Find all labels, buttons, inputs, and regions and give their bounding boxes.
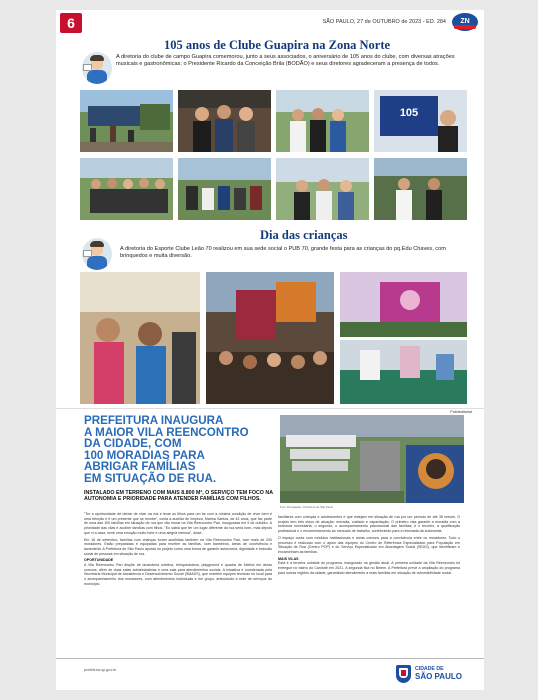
footer-url: prefeitura.sp.gov.br: [84, 668, 117, 672]
photo-children-party-01: [80, 272, 200, 404]
photo-club-party: [374, 158, 467, 220]
advertorial-column-1: "Ter a oportunidade de deixar de viver na rua e levar os filhos para um lar com a mínima condição de viver bem é uma bênção e é um presente que se recebe", conta a auxiliar de limpeza, Marina Santos, de 42 anos, que faz parte de uma das 100 famílias em situação de rua que vão morar na Vila Reencontro Pari, inaugurada em 9 de outubro. A prioridade das vilas é acolher famílias com filhos. "Eu sabia que ter um lugar diferente da rua seria bom, mas depois que vi a casa, senti uma emoção muito forte e uma alegria imensa", disse. Em 16 de setembro, famílias com crianças foram acolhidas também na Vila Reencontro Pari, com mais de 200 moradores. Estão preparadas e equipadas para receber as famílias, com banheiros, áreas de convivência e lavanderia. A Prefeitura de São Paulo aposta no projeto como uma forma de garantir autonomia, dignidade e inclusão social de pessoas em situação de rua. OPORTUNIDADE A Vila Reencontro Pari dispõe de lavanderia coletiva, brinquedoteca, playground e quadra de futebol em áreas comuns, além de duas salas administrativas e uma sala para atendimentos sociais. A iniciativa é coordenada pela Secretaria Municipal de Assistência e Desenvolvimento Social (SMADS), que mantém equipes técnicas no local para o acompanhamento dos moradores, com atendimentos individuais e em grupo, articulando a rede de serviços do município.: [84, 512, 272, 586]
advertorial-column-2: familiares com crianças e adolescentes e que estejam em situação de rua por um período de até 36 meses. O projeto tem três eixos de atuação: moradia, cuidado e capacitação. O primeiro visa garantir a moradia com a estrutura necessária; o segundo, o acompanhamento psicossocial das famílias; e o terceiro, a qualificação profissional e o encaminhamento ao mercado de trabalho, contribuindo para a retomada da autonomia. O espaço conta com módulos habitacionais e áreas comuns para a convivência entre os moradores. Todo o processo é realizado com o apoio das equipes do Centro de Referência Especializado para População em Situação de Rua (Centro POP) e do Serviço Especializado em Abordagem Social (SEAS), que identificam e encaminham as famílias. MAIS VILAS Esta é a terceira unidade do programa, inaugurado na gestão atual. A primeira unidade da Vila Reencontro foi entregue no bairro do Canindé em 2021. A segunda fica no Belém. A Prefeitura prevê a ampliação do programa para outras regiões da cidade, garantindo atendimento a mais famílias em situação de vulnerabilidade social.: [278, 515, 460, 575]
article-body-dia-das-criancas: A diretoria do Esporte Clube Leão 70 realizou em sua sede social o PUB 70, grande festa para as crianças do pq.Edu Chaves, com brinquedos e muita diversão.: [120, 246, 446, 259]
page-header: [56, 10, 484, 36]
advertorial-subhead: INSTALADO EM TERRENO COM MAIS 8.800 M², O SERVIÇO TEM FOCO NA AUTONOMIA E PRIORIDADE PARA ATENDER FAMÍLIAS COM FILHOS.: [84, 490, 273, 502]
columnist-avatar-icon: [82, 238, 112, 270]
photo-children-party-04: [340, 340, 467, 404]
city-crest-icon: [396, 665, 411, 683]
article-title-dia-das-criancas: Dia das crianças: [260, 228, 348, 242]
photo-club-crowd: [178, 158, 271, 220]
photo-children-party-03: [340, 272, 467, 337]
photo-vila-reencontro: [280, 415, 464, 503]
photo-club-banner: [374, 90, 467, 152]
article-body-clube-guapira: A diretoria do clube de campo Guapira comemorou, junto a seus associados, o aniversário de 105 anos do clube, com diversas atrações musicais e gastronômicas; o Presidente Ricardo da Conceição Brila (BODÃO) e seus diretores agradeceram a presença de todos.: [116, 54, 455, 67]
columnist-avatar-icon: [82, 52, 112, 84]
advertorial-tag: Publieditorial: [450, 410, 472, 414]
dateline: SÃO PAULO, 27 de OUTUBRO de 2023 - ED. 284: [322, 19, 446, 25]
photo-credit: Foto: Divulgação / Prefeitura de São Paulo: [280, 505, 334, 509]
newspaper-logo: ZN: [452, 13, 478, 31]
photo-club-group-02: [276, 90, 369, 152]
page-number: 6: [60, 13, 82, 33]
article-title-clube-guapira: 105 anos de Clube Guapira na Zona Norte: [164, 38, 391, 52]
prefeitura-logo: CIDADE DE SÃO PAULO: [396, 665, 462, 683]
photo-children-party-02: [206, 272, 334, 404]
photo-club-group-03: [80, 158, 173, 220]
advertorial-headline: PREFEITURA INAUGURA A MAIOR VILA REENCONTRO DA CIDADE, COM 100 MORADIAS PARA ABRIGAR FAMÍLIAS EM SITUAÇÃO DE RUA.: [84, 414, 249, 485]
photo-club-group-01: [178, 90, 271, 152]
photo-club-event-stage: [80, 90, 173, 152]
svg-text:105: 105: [399, 107, 419, 119]
newspaper-page: [56, 10, 484, 690]
photo-club-guests: [276, 158, 369, 220]
